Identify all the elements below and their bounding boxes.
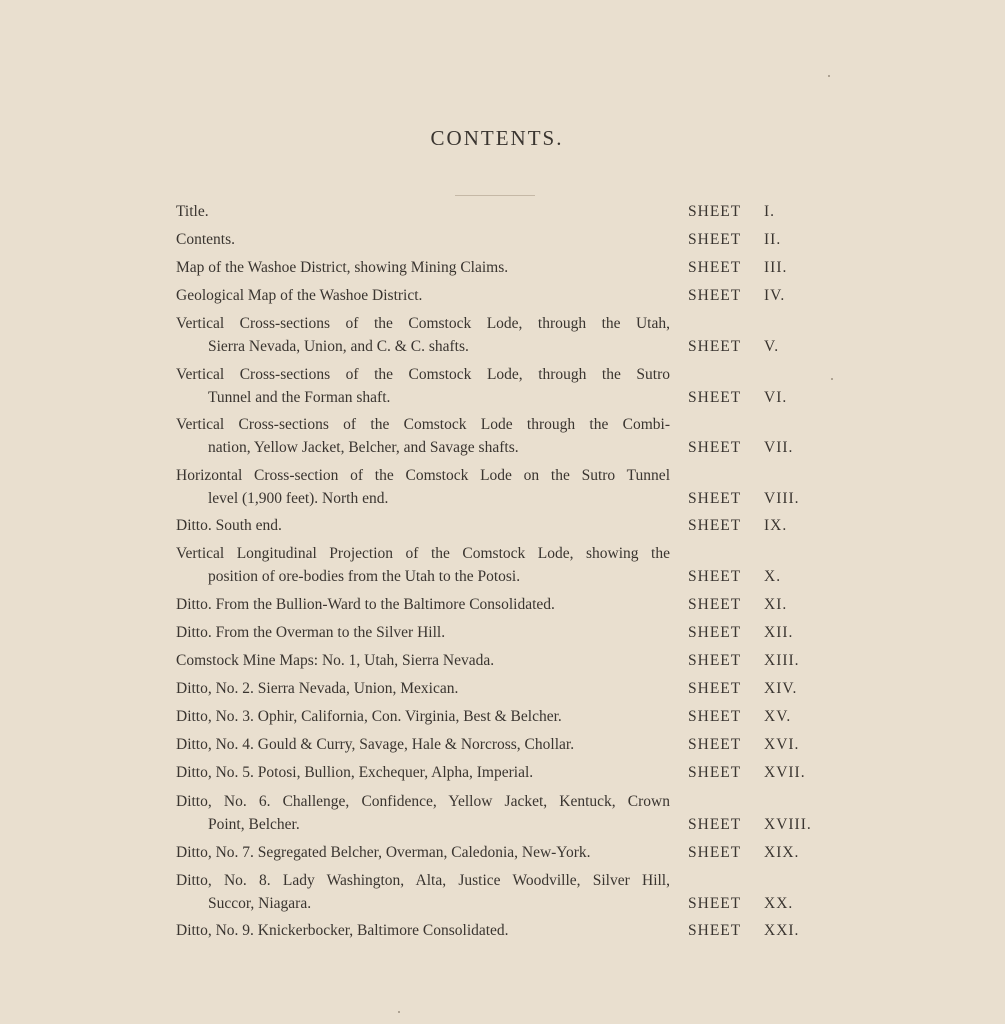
- paper-speck: [398, 1011, 400, 1013]
- sheet-word: SHEET: [688, 567, 742, 585]
- entry-description: [176, 791, 670, 836]
- sheet-reference: [688, 842, 799, 865]
- sheet-number: X.: [764, 567, 782, 585]
- sheet-number: XX.: [764, 894, 794, 912]
- sheet-number: VI.: [764, 388, 788, 406]
- entry-line: level (1,900 feet). North end.: [208, 489, 389, 507]
- entry-description: [176, 313, 670, 358]
- sheet-number: XV.: [764, 708, 792, 725]
- entry-description: [176, 465, 670, 510]
- entry-description: [176, 543, 670, 588]
- sheet-number: III.: [764, 259, 788, 276]
- sheet-number: XVIII.: [764, 815, 812, 833]
- sheet-number: II.: [764, 231, 782, 248]
- sheet-reference: [688, 594, 787, 617]
- sheet-number: IX.: [764, 517, 788, 534]
- entry-description: [176, 285, 670, 308]
- sheet-word: SHEET: [688, 337, 742, 355]
- sheet-word: SHEET: [688, 764, 742, 781]
- sheet-number: I.: [764, 203, 776, 220]
- sheet-number: IV.: [764, 287, 786, 304]
- entry-line: Ditto, No. 4. Gould & Curry, Savage, Hale & Norcross, Chollar.: [176, 736, 575, 753]
- contents-entry: [176, 870, 816, 919]
- sheet-word: SHEET: [688, 922, 742, 939]
- sheet-number: XIV.: [764, 680, 798, 697]
- sheet-word: SHEET: [688, 736, 742, 753]
- entry-description: [176, 734, 670, 757]
- entry-line: Point, Belcher.: [208, 815, 300, 833]
- sheet-number: XXI.: [764, 922, 800, 939]
- sheet-number: XVI.: [764, 736, 800, 753]
- entry-description: [176, 201, 670, 224]
- entry-line: Map of the Washoe District, showing Mining Claims.: [176, 259, 509, 276]
- entry-description: [176, 678, 670, 701]
- sheet-number: XVII.: [764, 764, 806, 781]
- entry-line: Ditto. South end.: [176, 517, 282, 534]
- sheet-reference: [688, 734, 799, 757]
- paper-speck: [828, 75, 830, 77]
- entry-description: [176, 762, 670, 785]
- entry-line: Title.: [176, 203, 209, 220]
- entry-line: Sierra Nevada, Union, and C. & C. shafts.: [208, 337, 469, 355]
- sheet-number: XII.: [764, 624, 794, 641]
- sheet-reference: [688, 229, 781, 252]
- entry-description: [176, 257, 670, 280]
- sheet-reference: [688, 257, 787, 280]
- entry-description: [176, 622, 670, 645]
- contents-entry: [176, 678, 816, 705]
- sheet-word: SHEET: [688, 708, 742, 725]
- contents-entry: [176, 543, 816, 592]
- entry-description: [176, 594, 670, 617]
- sheet-reference: [688, 488, 800, 511]
- contents-entry: [176, 257, 816, 284]
- sheet-number: V.: [764, 337, 780, 355]
- sheet-reference: [688, 920, 799, 943]
- entry-line: Geological Map of the Washoe District.: [176, 287, 423, 304]
- entry-description: [176, 870, 670, 915]
- sheet-word: SHEET: [688, 815, 742, 833]
- sheet-reference: [688, 650, 800, 673]
- contents-entry: [176, 650, 816, 677]
- contents-entry: [176, 734, 816, 761]
- sheet-reference: [688, 814, 812, 837]
- sheet-reference: [688, 437, 793, 460]
- contents-entry: [176, 622, 816, 649]
- sheet-reference: [688, 706, 791, 729]
- sheet-reference: [688, 387, 787, 410]
- sheet-reference: [688, 762, 806, 785]
- contents-entry: [176, 313, 816, 362]
- entry-line: Contents.: [176, 231, 235, 248]
- entry-line: nation, Yellow Jacket, Belcher, and Savage shafts.: [208, 438, 519, 456]
- entry-description: [176, 842, 670, 865]
- contents-entry: [176, 762, 816, 789]
- entry-line: position of ore-bodies from the Utah to the Potosi.: [208, 567, 521, 585]
- sheet-word: SHEET: [688, 652, 742, 669]
- entry-line: Ditto, No. 3. Ophir, California, Con. Virginia, Best & Belcher.: [176, 708, 562, 725]
- sheet-number: VIII.: [764, 489, 800, 507]
- sheet-reference: [688, 336, 779, 359]
- entry-line: Ditto, No. 7. Segregated Belcher, Overman, Caledonia, New-York.: [176, 844, 591, 861]
- sheet-word: SHEET: [688, 287, 742, 304]
- sheet-word: SHEET: [688, 438, 742, 456]
- sheet-word: SHEET: [688, 259, 742, 276]
- sheet-reference: [688, 285, 785, 308]
- entry-line: Ditto, No. 2. Sierra Nevada, Union, Mexican.: [176, 680, 459, 697]
- entry-line: Ditto, No. 5. Potosi, Bullion, Exchequer, Alpha, Imperial.: [176, 764, 534, 781]
- entry-description: [176, 414, 670, 459]
- sheet-word: SHEET: [688, 231, 742, 248]
- entry-description: [176, 920, 670, 943]
- entry-line: Ditto, No. 6. Challenge, Confidence, Yellow Jacket, Kentuck, Crown: [176, 793, 670, 810]
- sheet-word: SHEET: [688, 624, 742, 641]
- paper-speck: [831, 378, 833, 380]
- contents-entry: [176, 706, 816, 733]
- entry-line: Vertical Cross-sections of the Comstock Lode, through the Utah,: [176, 315, 670, 332]
- sheet-reference: [688, 515, 787, 538]
- entry-line: Ditto. From the Bullion-Ward to the Baltimore Consolidated.: [176, 596, 555, 613]
- sheet-word: SHEET: [688, 388, 742, 406]
- entry-line: Succor, Niagara.: [208, 894, 312, 912]
- sheet-number: XI.: [764, 596, 788, 613]
- contents-entry: [176, 414, 816, 463]
- entry-description: [176, 515, 670, 538]
- sheet-number: VII.: [764, 438, 794, 456]
- contents-entry: [176, 594, 816, 621]
- entry-line: Ditto, No. 8. Lady Washington, Alta, Justice Woodville, Silver Hill,: [176, 872, 670, 889]
- sheet-word: SHEET: [688, 203, 742, 220]
- entry-line: Vertical Cross-sections of the Comstock Lode through the Combi-: [176, 416, 670, 433]
- sheet-number: XIX.: [764, 844, 800, 861]
- sheet-reference: [688, 678, 797, 701]
- entry-line: Tunnel and the Forman shaft.: [208, 388, 391, 406]
- contents-entry: [176, 791, 816, 840]
- contents-entry: [176, 364, 816, 413]
- entry-line: Ditto. From the Overman to the Silver Hill.: [176, 624, 446, 641]
- sheet-word: SHEET: [688, 489, 742, 507]
- sheet-reference: [688, 893, 793, 916]
- sheet-word: SHEET: [688, 517, 742, 534]
- contents-entry: [176, 229, 816, 256]
- page-title: CONTENTS.: [430, 126, 564, 150]
- contents-entry: [176, 285, 816, 312]
- sheet-word: SHEET: [688, 596, 742, 613]
- entry-line: Vertical Longitudinal Projection of the Comstock Lode, showing the: [176, 545, 670, 562]
- contents-entry: [176, 465, 816, 514]
- contents-entry: [176, 515, 816, 542]
- entry-line: Ditto, No. 9. Knickerbocker, Baltimore Consolidated.: [176, 922, 509, 939]
- entry-line: Comstock Mine Maps: No. 1, Utah, Sierra Nevada.: [176, 652, 495, 669]
- entry-description: [176, 706, 670, 729]
- sheet-reference: [688, 622, 793, 645]
- contents-entry: [176, 201, 816, 228]
- title-rule: [455, 195, 535, 196]
- entry-description: [176, 364, 670, 409]
- contents-entry: [176, 842, 816, 869]
- entry-description: [176, 650, 670, 673]
- sheet-word: SHEET: [688, 894, 742, 912]
- entry-line: Horizontal Cross-section of the Comstock Lode on the Sutro Tunnel: [176, 467, 670, 484]
- sheet-word: SHEET: [688, 680, 742, 697]
- sheet-word: SHEET: [688, 844, 742, 861]
- entry-line: Vertical Cross-sections of the Comstock Lode, through the Sutro: [176, 366, 670, 383]
- entry-description: [176, 229, 670, 252]
- sheet-reference: [688, 566, 781, 589]
- sheet-number: XIII.: [764, 652, 800, 669]
- sheet-reference: [688, 201, 775, 224]
- contents-entry: [176, 920, 816, 947]
